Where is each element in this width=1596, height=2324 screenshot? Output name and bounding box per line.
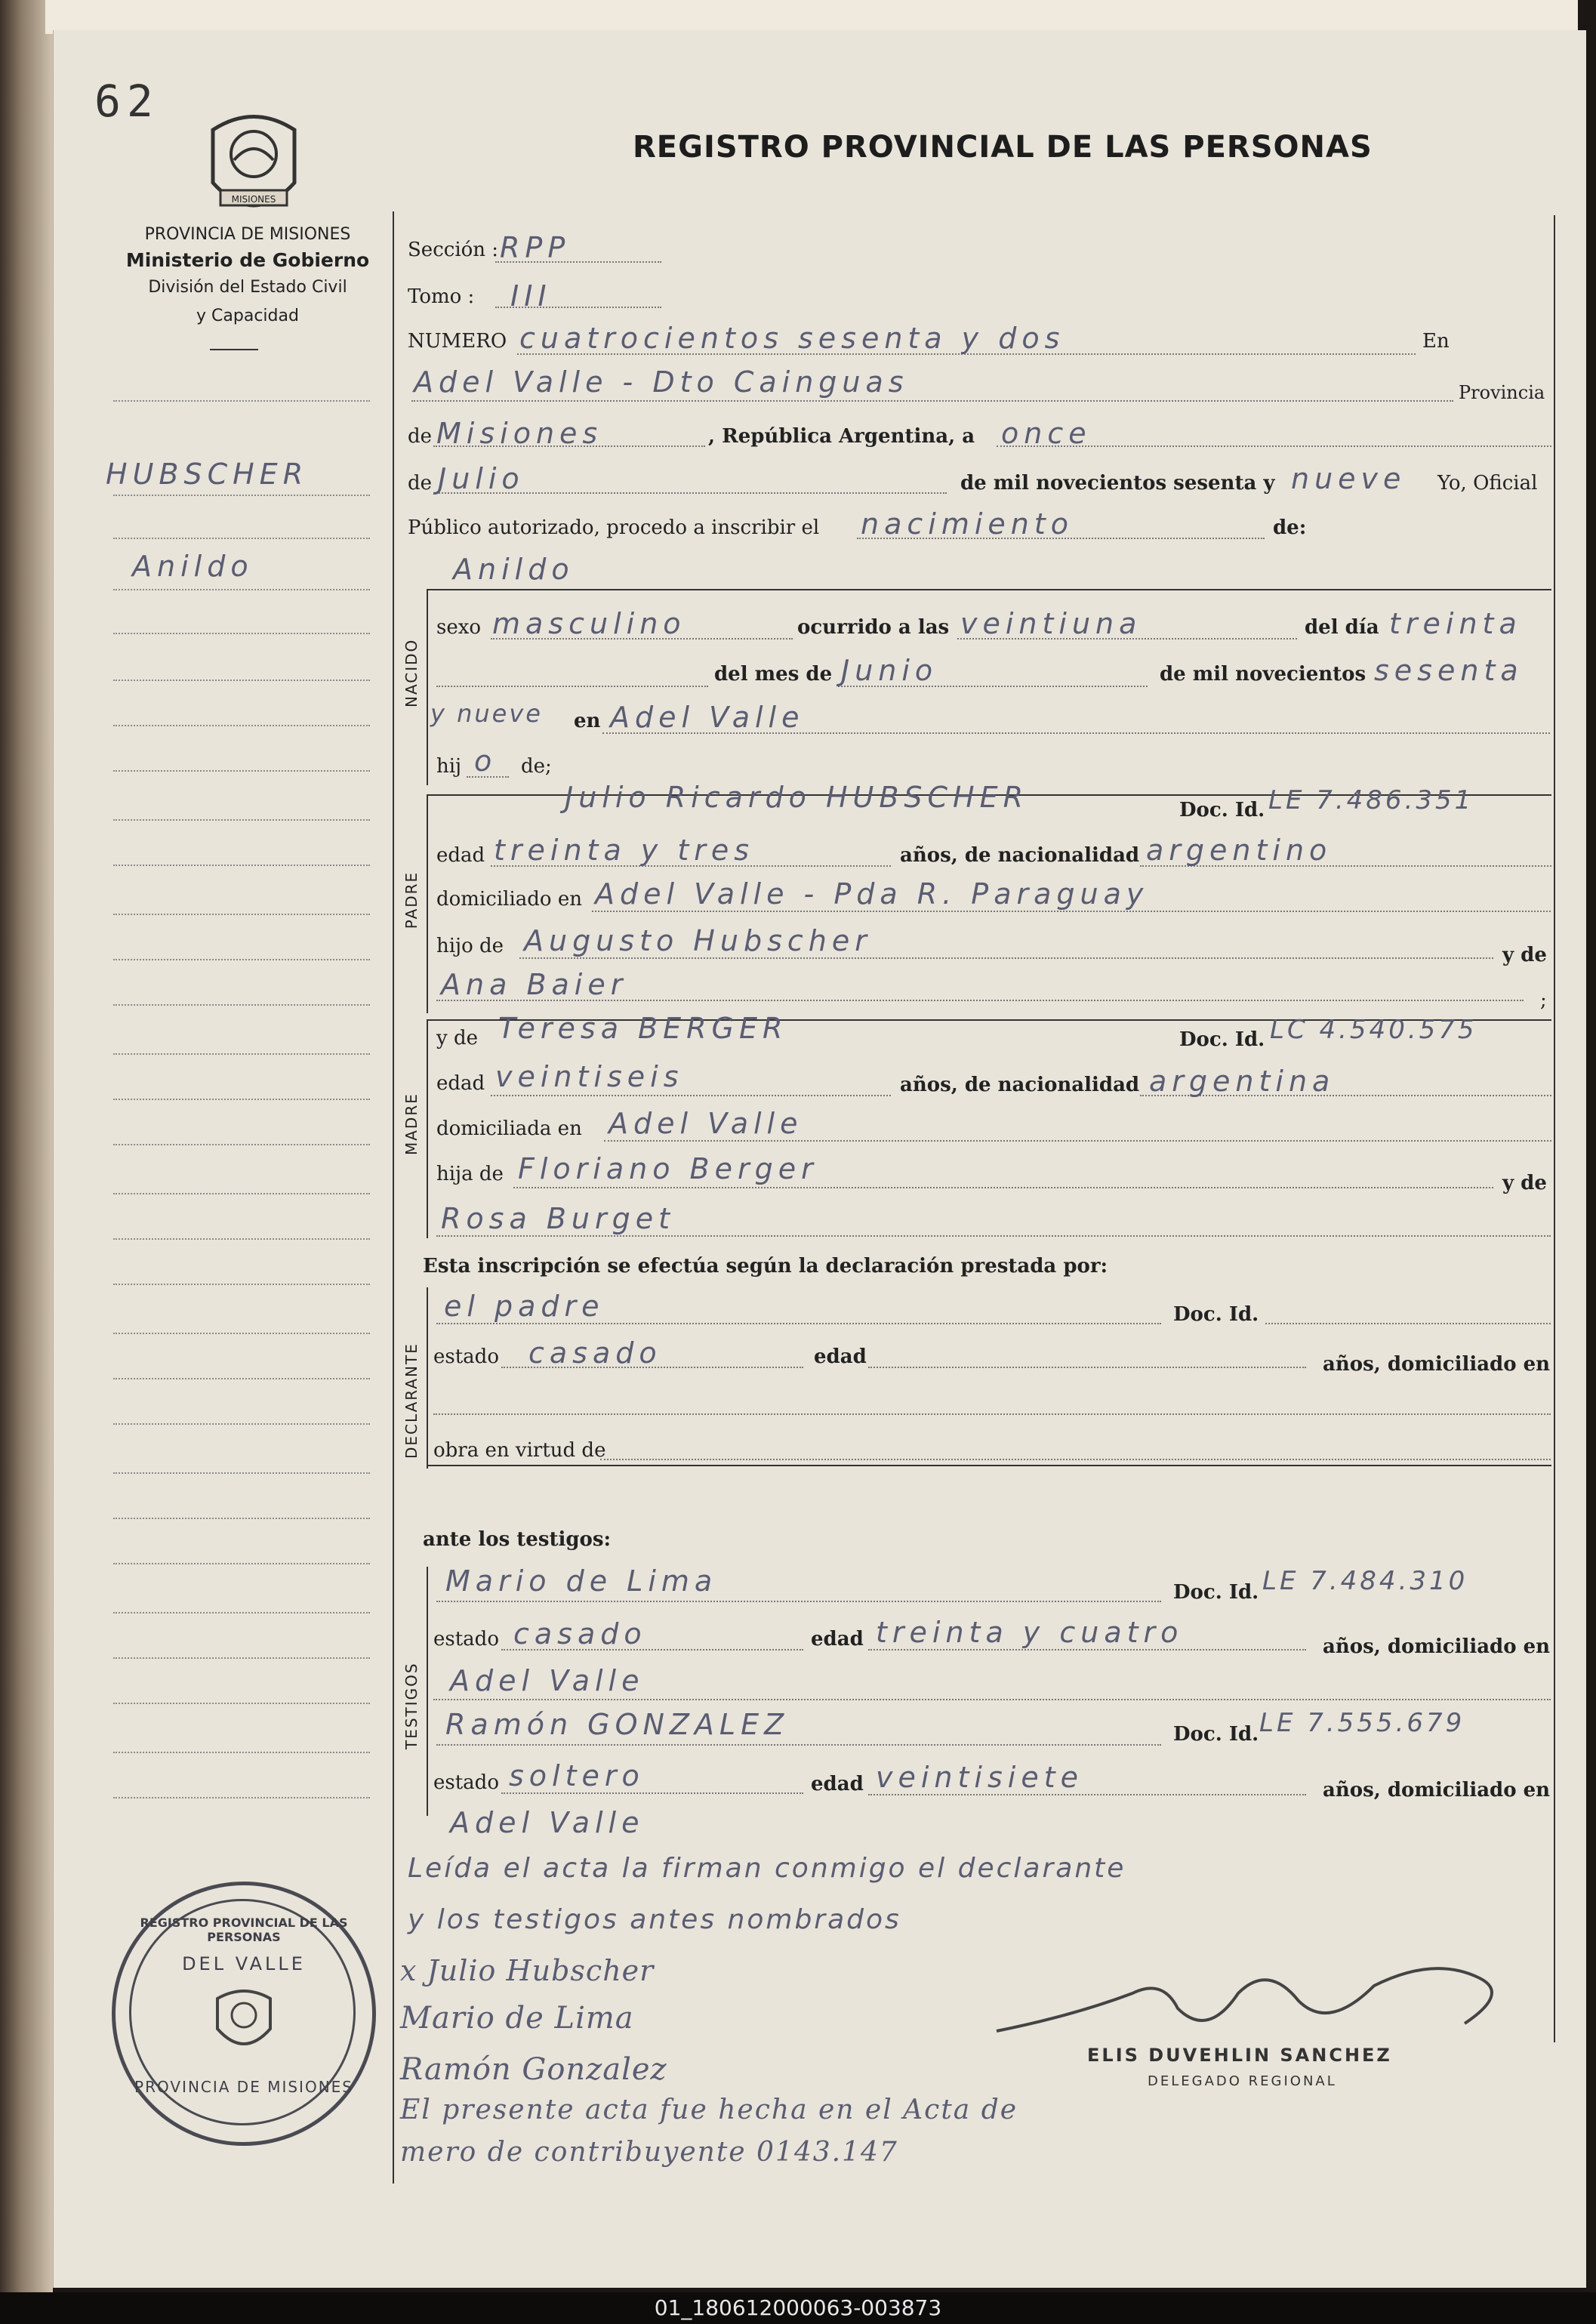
main-left-rule [393,211,394,2184]
nacido-en-label: en [574,710,601,732]
closing-line-4: mero de contribuyente 0143.147 [400,2137,898,2168]
side-divider [210,349,258,350]
hora-value: veintiuna [960,607,1142,640]
officer-title: DELEGADO REGIONAL [1148,2073,1337,2089]
padre-hijo-de-label: hijo de [436,935,504,957]
madre-doc-label: Doc. Id. [1179,1028,1265,1051]
t1-estado-value: casado [513,1617,647,1651]
closing-line-3: El presente acta fue hecha en el Acta de [400,2094,1018,2125]
declarante-dom-line [433,1413,1551,1415]
de-label-1: de [408,425,433,448]
t1-dom-line [433,1699,1551,1700]
division-label-2: y Capacidad [196,307,299,325]
blank-line-1 [436,686,708,687]
tomo-label: Tomo : [408,285,475,308]
de-label-2: de [408,472,433,495]
en-label: En [1422,330,1450,353]
previous-page-edge [45,0,1578,34]
madre-edad-value: veintiseis [495,1060,684,1093]
declarante-estado-value: casado [528,1336,662,1370]
t2-edad-value: veintisiete [876,1761,1083,1794]
padre-label: PADRE [402,871,421,929]
t1-estado-label: estado [433,1628,499,1651]
year-value: nueve [1291,462,1407,495]
province-value: Misiones [436,417,603,450]
padre-y-de-label: y de [1502,944,1547,966]
hijo-de-label: de; [521,755,552,778]
madre-madre-value: Rosa Burget [441,1202,675,1235]
republica-label: , República Argentina, a [708,425,975,448]
declarante-name-line [436,1323,1161,1324]
padre-anos-nac-label: años, de nacionalidad [900,844,1140,867]
padre-padre-line [519,957,1493,959]
place-line [411,400,1453,402]
madre-section-rule [427,1019,428,1238]
del-dia-label: del día [1305,616,1379,639]
seal-bottom-text: PROVINCIA DE MISIONES [134,2078,353,2096]
numero-label: NUMERO [408,330,507,353]
margin-given-name: Anildo [132,550,254,583]
testigos-intro: ante los testigos: [423,1528,612,1551]
t2-doc-value: LE 7.555.679 [1259,1708,1465,1738]
closing-line-1: Leída el acta la firman conmigo el declarante [408,1853,1126,1884]
madre-doc-value: LC 4.540.575 [1270,1015,1477,1045]
padre-nac-value: argentino [1146,834,1333,867]
madre-dom-line [604,1140,1551,1142]
closing-line-2: y los testigos antes nombrados [408,1904,901,1935]
t1-edad-line [868,1649,1306,1651]
madre-padre-line [513,1187,1493,1188]
t1-edad-value: treinta y cuatro [876,1616,1184,1649]
main-right-rule [1554,215,1555,2042]
madre-madre-line [436,1235,1551,1237]
madre-yde-label: y de [436,1027,478,1049]
declarante-doc-label: Doc. Id. [1173,1303,1259,1326]
t2-estado-label: estado [433,1771,499,1794]
declarante-intro: Esta inscripción se efectúa según la declaración prestada por: [423,1255,1108,1278]
seccion-value: RPP [500,231,571,264]
hijo-label: hij [436,755,462,778]
day-value: once [1001,417,1092,450]
padre-doc-label: Doc. Id. [1179,799,1265,821]
declarante-bottom-rule [427,1465,1551,1466]
t2-edad-line [868,1794,1306,1795]
officer-name: ELIS DUVEHLIN SANCHEZ [1087,2045,1392,2066]
declarante-edad-label: edad [814,1345,867,1368]
nacido-top-rule [427,589,1551,590]
book-binding [0,0,53,2292]
padre-madre-value: Ana Baier [441,968,628,1001]
dia-value: treinta [1389,607,1522,640]
anio-value-2: y nueve [430,699,543,728]
oficial-label: Yo, Oficial [1437,472,1538,495]
division-label-1: División del Estado Civil [148,278,347,297]
testigos-label: TESTIGOS [402,1662,421,1749]
month-value: Julio [438,462,525,495]
t1-name-value: Mario de Lima [445,1564,718,1598]
misiones-emblem [198,107,310,227]
signature-declarante: x Julio Hubscher [400,1954,655,1987]
official-seal [112,1882,376,2146]
seal-top-text: REGISTRO PROVINCIAL DE LAS PERSONAS [140,1916,348,1944]
t1-anos-dom-label: años, domiciliado en [1323,1635,1551,1658]
ministry-label: Ministerio de Gobierno [125,249,370,271]
numero-value: cuatrocientos sesenta y dos [519,322,1065,355]
padre-edad-label: edad [436,844,485,867]
province-label: PROVINCIA DE MISIONES [144,225,351,244]
t1-doc-value: LE 7.484.310 [1262,1566,1468,1596]
margin-surname: HUBSCHER [106,458,309,491]
seccion-label: Sección : [408,239,499,261]
madre-edad-line [491,1095,891,1096]
madre-padre-value: Floriano Berger [518,1152,818,1185]
t1-dom-value: Adel Valle [450,1664,645,1697]
declarante-doc-line [1265,1323,1551,1324]
declarante-estado-label: estado [433,1345,499,1368]
padre-dom-value: Adel Valle - Pda R. Paraguay [595,877,1149,911]
t2-estado-value: soltero [509,1759,645,1792]
sexo-value: masculino [492,607,686,640]
mil-label: de mil novecientos [1160,663,1366,686]
t1-doc-label: Doc. Id. [1173,1581,1259,1604]
declarante-obra-line [600,1459,1551,1460]
padre-semicolon: ; [1540,989,1547,1012]
seal-emblem-icon [206,1983,282,2059]
nacido-name-value: Anildo [453,553,575,586]
t2-dom-value: Adel Valle [450,1806,645,1839]
madre-label: MADRE [402,1093,421,1155]
madre-dom-label: domiciliada en [436,1117,582,1140]
padre-name-value: Julio Ricardo HUBSCHER [565,781,1029,814]
t2-anos-dom-label: años, domiciliado en [1323,1779,1551,1802]
padre-section-rule [427,794,428,1013]
page-title: REGISTRO PROVINCIAL DE LAS PERSONAS [633,130,1373,165]
image-id-footer: 01_180612000063-003873 [0,2292,1596,2324]
declarante-name-value: el padre [444,1290,605,1323]
place-value: Adel Valle - Dto Cainguas [414,365,909,399]
de-colon-label: de: [1273,516,1307,539]
madre-nac-value: argentina [1149,1065,1336,1098]
madre-anos-nac-label: años, de nacionalidad [900,1074,1140,1096]
nacido-label: NACIDO [402,638,421,707]
t2-doc-label: Doc. Id. [1173,1723,1259,1746]
padre-edad-value: treinta y tres [494,834,755,867]
act-value: nacimiento [861,507,1074,541]
t1-edad-label: edad [811,1628,864,1651]
seal-mid-text: DEL VALLE [182,1953,306,1974]
t2-name-line [436,1744,1161,1746]
madre-hija-de-label: hija de [436,1163,504,1185]
mes-value: Junio [841,654,938,687]
sexo-label: sexo [436,616,482,639]
padre-dom-label: domiciliado en [436,888,582,911]
t2-name-value: Ramón GONZALEZ [445,1708,790,1741]
t2-estado-line [501,1792,803,1794]
tomo-value: III [510,279,552,313]
signature-testigo-1: Mario de Lima [400,2001,634,2036]
declarante-anos-dom-label: años, domiciliado en [1323,1353,1551,1376]
anio-value-1: sesenta [1374,654,1524,687]
declarante-obra-label: obra en virtud de [433,1439,606,1462]
madre-edad-label: edad [436,1072,485,1095]
hijo-value: o [474,744,498,778]
year-label: de mil novecientos sesenta y [960,472,1275,495]
padre-padre-value: Augusto Hubscher [524,924,872,957]
madre-y-de-label: y de [1502,1172,1547,1194]
madre-dom-value: Adel Valle [609,1107,803,1140]
officer-signature [981,1948,1525,2046]
publico-label: Público autorizado, procedo a inscribir el [408,516,820,539]
lugar-value: Adel Valle [610,701,805,734]
declarante-label: DECLARANTE [402,1342,421,1459]
madre-name-value: Teresa BERGER [498,1012,788,1045]
page-number: 62 [94,76,159,127]
emblem-label: MISIONES [231,194,276,205]
t2-edad-label: edad [811,1773,864,1795]
testigos-section-rule [427,1567,428,1816]
padre-dom-line [592,911,1551,912]
ocurrido-label: ocurrido a las [797,616,950,639]
nacido-section-rule [427,589,428,785]
declarante-edad-line [868,1367,1306,1368]
declarante-section-rule [427,1287,428,1469]
signature-testigo-2: Ramón Gonzalez [400,2052,667,2087]
del-mes-label: del mes de [714,663,833,686]
provincia-label: Provincia [1459,382,1545,403]
padre-doc-value: LE 7.486.351 [1268,785,1474,815]
t1-name-line [436,1601,1161,1602]
